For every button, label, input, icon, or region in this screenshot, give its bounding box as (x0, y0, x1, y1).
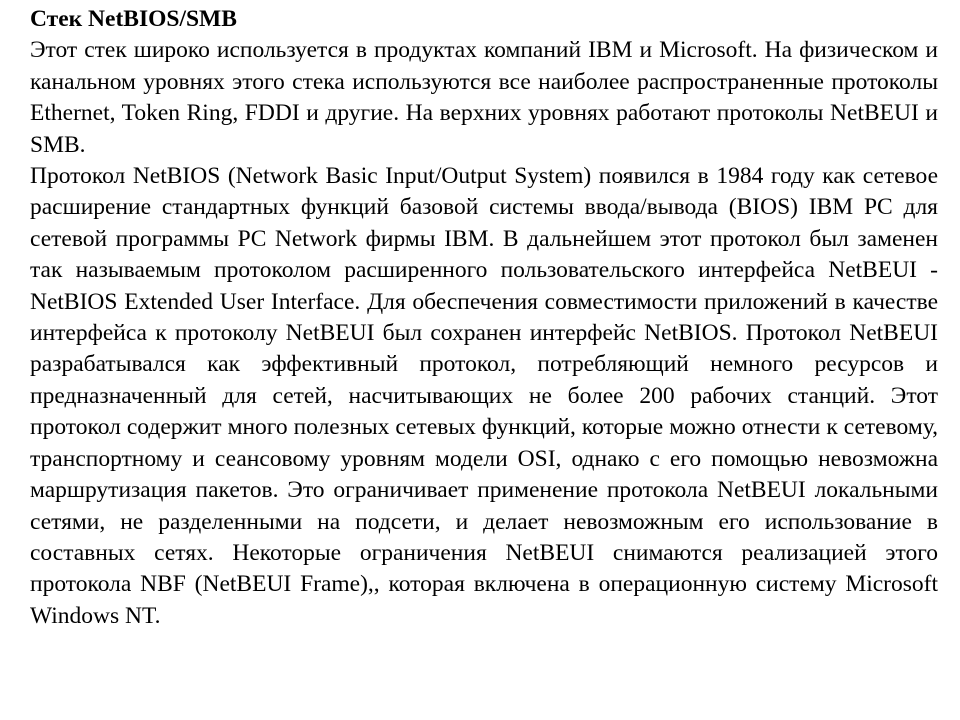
document-title: Стек NetBIOS/SMB (30, 6, 237, 32)
paragraph-intro: Этот стек широко используется в продуктах компаний IBM и Microsoft. На физическом и канальном уровнях этого стека используются все наиболее распространенные протоколы Ethernet, Token Ring, FDDI и другие. На верхних уровнях работают протоколы NetBEUI и SMB. (30, 37, 938, 158)
document-page (30, 4, 938, 632)
paragraph-netbios-history: Протокол NetBIOS (Network Basic Input/Output System) появился в 1984 году как сетевое расширение стандартных функций базовой системы ввода/вывода (BIOS) IBM PC для сетевой программы PC Network фирмы IBM. В дальнейшем этот протокол был заменен так называемым протоколом расширенного пользовательского интерфейса NetBEUI - NetBIOS Extended User Interface. Для обеспечения совместимости приложений в качестве интерфейса к протоколу NetBEUI был сохранен интерфейс NetBIOS. Протокол NetBEUI разрабатывался как эффективный протокол, потребляющий немного ресурсов и предназначенный для сетей, насчитывающих не более 200 рабочих станций. Этот протокол содержит много полезных сетевых функций, которые можно отнести к сетевому, транспортному и сеансовому уровням модели OSI, однако с его помощью невозможна маршрутизация пакетов. Это ограничивает применение протокола NetBEUI локальными сетями, не разделенными на подсети, и делает невозможным его использование в составных сетях. Некоторые ограничения NetBEUI снимаются реализацией этого протокола NBF (NetBEUI Frame),, которая включена в операционную систему Microsoft Windows NT. (30, 163, 938, 629)
